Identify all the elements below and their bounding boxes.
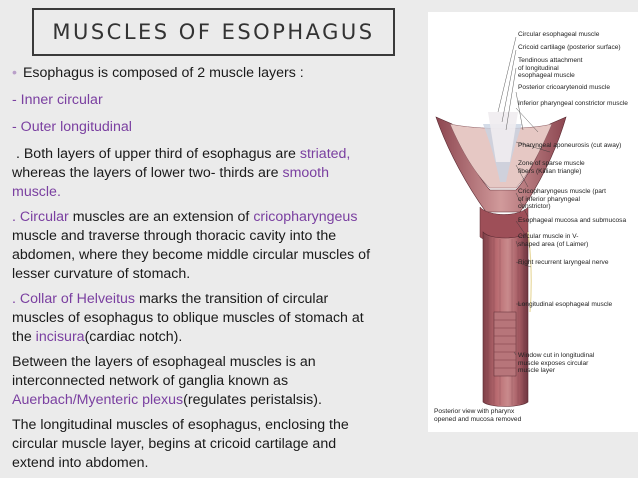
p3-text-c: muscles of esophagus to oblique muscles of stomach at (12, 310, 364, 326)
p4-text-d: (regulates peristalsis). (183, 392, 322, 408)
paragraph-plexus (12, 353, 407, 410)
p1-highlight-striated: striated, (299, 146, 351, 162)
p1-highlight-smooth: smooth (282, 165, 329, 181)
bullet-line (12, 64, 407, 83)
bullet-text: Esophagus is composed of 2 muscle layers : (22, 65, 304, 81)
p1-text-a: . Both layers of upper third of esophagus are (12, 146, 300, 162)
p5-text-c: extend into abdomen. (12, 455, 149, 471)
figure-label: Window cut in longitudinal muscle exposes circular muscle layer (518, 352, 595, 375)
p3-highlight-collar: . Collar of Helveitus (12, 291, 136, 307)
p3-text-d: the (12, 329, 36, 345)
p2-text-f: lesser curvature of stomach. (12, 266, 191, 282)
figure-label: Cricoid cartilage (posterior surface) (518, 44, 621, 51)
p2-text-e: abdomen, where they become middle circular muscles of (12, 247, 371, 263)
p2-highlight-circular: . Circular (12, 209, 69, 225)
figure-label: Longitudinal esophageal muscle (518, 301, 613, 308)
figure-label: Pharyngeal aponeurosis (cut away) (518, 142, 622, 149)
p1-highlight-muscle: muscle. (12, 184, 61, 200)
p4-text-b: interconnected network of ganglia known as (12, 373, 289, 389)
bullet-dot-icon: • (12, 65, 17, 81)
layer-outer: - Outer longitudinal (12, 119, 132, 135)
figure-caption: Posterior view with pharynx opened and mucosa removed (434, 408, 522, 423)
p1-text-c: whereas the layers of lower two- thirds are (12, 165, 283, 181)
figure-label: Right recurrent laryngeal nerve (518, 259, 609, 266)
figure-label: Circular muscle in V-shaped area (of Laimer) (518, 233, 589, 248)
figure-label: Esophageal mucosa and submucosa (518, 217, 627, 224)
p2-text-b: muscles are an extension of (68, 209, 254, 225)
figure-label: Tendinous attachment of longitudinal esophageal muscle (518, 57, 583, 80)
title-box (32, 8, 395, 56)
layer-inner: - Inner circular (12, 92, 103, 108)
paragraph-collar (12, 290, 407, 347)
p3-highlight-incisura: incisura (35, 329, 85, 345)
p2-highlight-cricopharyngeus: cricopharyngeus (253, 209, 358, 225)
paragraph-circular (12, 208, 407, 284)
figure-label: Inferior pharyngeal constrictor muscle (518, 100, 628, 107)
paragraph-striated (12, 145, 407, 202)
figure-label: Posterior cricoarytenoid muscle (518, 84, 610, 91)
p3-text-f: (cardiac notch). (84, 329, 183, 345)
p5-text-b: circular muscle layer, begins at cricoid cartilage and (12, 436, 337, 452)
figure-label: Circular esophageal muscle (518, 31, 600, 38)
figure-label: Cricopharyngeus muscle (part of inferior pharyngeal constrictor) (518, 188, 606, 211)
p4-text-a: Between the layers of esophageal muscles is an (12, 354, 316, 370)
p4-highlight-plexus: Auerbach/Myenteric plexus (12, 392, 184, 408)
figure-label: Zone of sparse muscle fibers (Killian triangle) (518, 160, 585, 175)
p5-text-a: The longitudinal muscles of esophagus, enclosing the (12, 417, 349, 433)
body-text (12, 64, 407, 473)
slide-title: MUSCLES OF ESOPHAGUS (52, 20, 375, 44)
paragraph-longitudinal (12, 416, 407, 473)
p2-text-d: muscle and traverse through thoracic cavity into the (12, 228, 337, 244)
p3-text-b: marks the transition of circular (135, 291, 329, 307)
esophagus-illustration (428, 12, 638, 432)
